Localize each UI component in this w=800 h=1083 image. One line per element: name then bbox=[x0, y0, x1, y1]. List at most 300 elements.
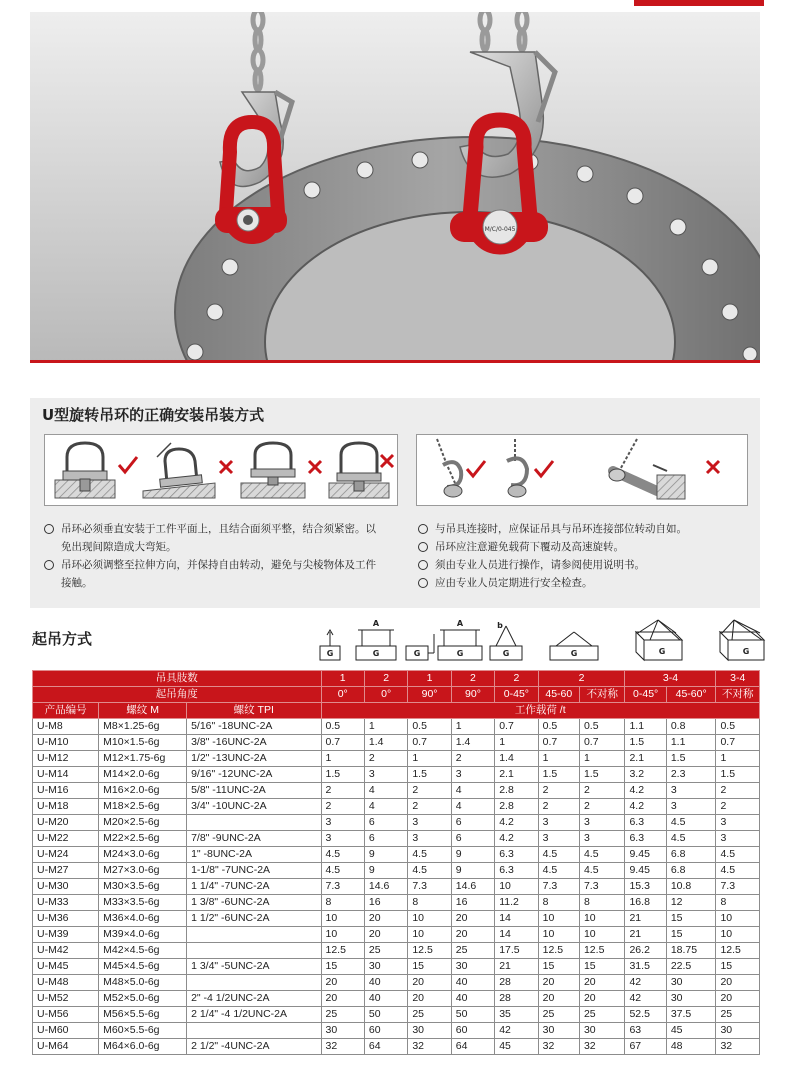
svg-text:G: G bbox=[570, 649, 578, 658]
model-cell: U-M16 bbox=[33, 783, 99, 799]
load-cell: 4.5 bbox=[666, 831, 716, 847]
load-cell: 40 bbox=[451, 975, 494, 991]
note-item: 与吊具连接时，应保证吊具与吊环连接部位转动自如。 bbox=[418, 520, 748, 538]
thread-cell: M60×5.5-6g bbox=[99, 1023, 187, 1039]
load-cell: 3 bbox=[364, 767, 407, 783]
tpi-cell: 3/8" -16UNC-2A bbox=[187, 735, 321, 751]
load-cell: 4.2 bbox=[625, 783, 666, 799]
load-cell: 3 bbox=[716, 831, 760, 847]
hero-image bbox=[30, 12, 760, 362]
svg-text:G: G bbox=[413, 649, 421, 658]
load-cell: 1.5 bbox=[408, 767, 451, 783]
load-cell: 1.5 bbox=[538, 767, 579, 783]
check-icon bbox=[467, 461, 485, 476]
load-cell: 2.3 bbox=[666, 767, 716, 783]
load-cell: 6.3 bbox=[625, 831, 666, 847]
thread-cell: M56×5.5-6g bbox=[99, 1007, 187, 1023]
hero-divider bbox=[30, 360, 760, 363]
note-item: 吊环应注意避免载荷下覆动及高速旋转。 bbox=[418, 538, 748, 556]
thread-cell: M48×5.0-6g bbox=[99, 975, 187, 991]
load-cell: 4.5 bbox=[579, 863, 625, 879]
lift-diagram-2-leg-horizontal bbox=[438, 619, 482, 660]
load-cell: 1 bbox=[538, 751, 579, 767]
load-cell: 3 bbox=[321, 831, 364, 847]
load-cell: 0.7 bbox=[408, 735, 451, 751]
model-cell: U-M20 bbox=[33, 815, 99, 831]
load-cell: 4 bbox=[364, 783, 407, 799]
column-header-row bbox=[33, 703, 760, 719]
load-cell: 15 bbox=[716, 959, 760, 975]
model-cell: U-M10 bbox=[33, 735, 99, 751]
load-cell: 2.8 bbox=[495, 799, 538, 815]
load-cell: 52.5 bbox=[625, 1007, 666, 1023]
model-cell: U-M52 bbox=[33, 991, 99, 1007]
load-cell: 2 bbox=[579, 799, 625, 815]
load-cell: 25 bbox=[451, 943, 494, 959]
load-cell: 4 bbox=[364, 799, 407, 815]
load-cell: 15 bbox=[579, 959, 625, 975]
load-cell: 16.8 bbox=[625, 895, 666, 911]
load-cell: 20 bbox=[538, 991, 579, 1007]
load-cell: 6 bbox=[364, 815, 407, 831]
load-header: 工作载荷 /t bbox=[321, 703, 760, 719]
load-cell: 4.5 bbox=[538, 863, 579, 879]
tpi-cell: 1 1/4" -7UNC-2A bbox=[187, 879, 321, 895]
load-cell: 10 bbox=[538, 927, 579, 943]
installation-title: U型旋转吊环的正确安装吊装方式 bbox=[42, 406, 265, 424]
thread-cell: M39×4.0-6g bbox=[99, 927, 187, 943]
load-cell: 0.8 bbox=[666, 719, 716, 735]
svg-text:G: G bbox=[326, 649, 334, 658]
load-cell: 2 bbox=[321, 783, 364, 799]
load-cell: 21 bbox=[625, 927, 666, 943]
legs-label: 吊具肢数 bbox=[33, 671, 322, 687]
load-cell: 18.75 bbox=[666, 943, 716, 959]
load-cell: 30 bbox=[408, 1023, 451, 1039]
thread-cell: M42×4.5-6g bbox=[99, 943, 187, 959]
load-cell: 4.5 bbox=[538, 847, 579, 863]
mount-correct-diagram bbox=[55, 443, 137, 498]
col-thread-header: 螺纹 M bbox=[99, 703, 187, 719]
load-cell: 3.2 bbox=[625, 767, 666, 783]
load-cell: 9 bbox=[451, 847, 494, 863]
tpi-cell: 2 1/2" -4UNC-2A bbox=[187, 1039, 321, 1055]
load-cell: 10 bbox=[579, 911, 625, 927]
load-cell: 6 bbox=[364, 831, 407, 847]
svg-text:G: G bbox=[456, 649, 464, 658]
note-item: 须由专业人员进行操作，请参阅使用说明书。 bbox=[418, 556, 748, 574]
load-cell: 3 bbox=[538, 815, 579, 831]
tpi-cell: 9/16" -12UNC-2A bbox=[187, 767, 321, 783]
tpi-cell: 2 1/4" -4 1/2UNC-2A bbox=[187, 1007, 321, 1023]
table-row bbox=[33, 991, 760, 1007]
model-cell: U-M27 bbox=[33, 863, 99, 879]
load-cell: 20 bbox=[408, 975, 451, 991]
brand-corner-mark bbox=[634, 0, 764, 6]
load-cell: 20 bbox=[321, 991, 364, 1007]
load-cell: 1.4 bbox=[364, 735, 407, 751]
load-cell: 10 bbox=[495, 879, 538, 895]
load-cell: 2 bbox=[364, 751, 407, 767]
load-cell: 40 bbox=[364, 975, 407, 991]
load-cell: 40 bbox=[451, 991, 494, 1007]
lift-diagram-2-leg-vertical bbox=[356, 619, 396, 660]
load-cell: 10 bbox=[716, 927, 760, 943]
model-cell: U-M64 bbox=[33, 1039, 99, 1055]
load-cell: 9.45 bbox=[625, 863, 666, 879]
table-row bbox=[33, 911, 760, 927]
load-cell: 22.5 bbox=[666, 959, 716, 975]
svg-text:b: b bbox=[497, 621, 503, 630]
load-cell: 25 bbox=[321, 1007, 364, 1023]
load-cell: 4 bbox=[451, 783, 494, 799]
tpi-cell: 7/8" -9UNC-2A bbox=[187, 831, 321, 847]
load-cell: 48 bbox=[666, 1039, 716, 1055]
load-cell: 14 bbox=[495, 911, 538, 927]
thread-cell: M8×1.25-6g bbox=[99, 719, 187, 735]
load-cell: 9 bbox=[364, 847, 407, 863]
load-cell: 8 bbox=[538, 895, 579, 911]
load-cell: 25 bbox=[579, 1007, 625, 1023]
load-cell: 50 bbox=[364, 1007, 407, 1023]
load-cell: 3 bbox=[451, 767, 494, 783]
tpi-cell: 1 3/4" -5UNC-2A bbox=[187, 959, 321, 975]
load-cell: 6.8 bbox=[666, 847, 716, 863]
table-row bbox=[33, 879, 760, 895]
model-cell: U-M42 bbox=[33, 943, 99, 959]
tpi-cell: 5/8" -11UNC-2A bbox=[187, 783, 321, 799]
load-cell: 2 bbox=[408, 799, 451, 815]
load-cell: 0.7 bbox=[321, 735, 364, 751]
table-row bbox=[33, 1039, 760, 1055]
model-cell: U-M12 bbox=[33, 751, 99, 767]
rigging-correct-diagram-2 bbox=[507, 439, 553, 497]
svg-text:G: G bbox=[742, 647, 750, 656]
load-cell: 25 bbox=[716, 1007, 760, 1023]
load-cell: 14.6 bbox=[364, 879, 407, 895]
cross-icon bbox=[707, 461, 719, 473]
rigging-correct-diagram-1 bbox=[437, 439, 485, 497]
table-row bbox=[33, 1007, 760, 1023]
load-cell: 15 bbox=[408, 959, 451, 975]
load-cell: 7.3 bbox=[716, 879, 760, 895]
load-cell: 8 bbox=[321, 895, 364, 911]
table-row bbox=[33, 767, 760, 783]
table-row bbox=[33, 831, 760, 847]
load-cell: 12 bbox=[666, 895, 716, 911]
model-cell: U-M60 bbox=[33, 1023, 99, 1039]
thread-cell: M36×4.0-6g bbox=[99, 911, 187, 927]
notes-right bbox=[418, 520, 748, 592]
thread-cell: M12×1.75-6g bbox=[99, 751, 187, 767]
load-cell: 42 bbox=[625, 975, 666, 991]
bullet-icon bbox=[44, 524, 54, 534]
load-cell: 3 bbox=[321, 815, 364, 831]
load-cell: 3 bbox=[408, 831, 451, 847]
note-item: 应由专业人员定期进行安全检查。 bbox=[418, 574, 748, 592]
load-cell: 1 bbox=[408, 751, 451, 767]
load-cell: 2 bbox=[579, 783, 625, 799]
load-cell: 17.5 bbox=[495, 943, 538, 959]
load-cell: 10 bbox=[408, 927, 451, 943]
table-row bbox=[33, 847, 760, 863]
model-cell: U-M33 bbox=[33, 895, 99, 911]
thread-cell: M22×2.5-6g bbox=[99, 831, 187, 847]
load-cell: 10.8 bbox=[666, 879, 716, 895]
notes-left bbox=[44, 520, 384, 592]
load-cell: 6 bbox=[451, 815, 494, 831]
tpi-cell: 1/2" -13UNC-2A bbox=[187, 751, 321, 767]
load-cell: 15 bbox=[321, 959, 364, 975]
load-cell: 1 bbox=[716, 751, 760, 767]
tpi-cell: 1 1/2" -6UNC-2A bbox=[187, 911, 321, 927]
angle-row: 起吊角度 0° 0° 90° 90° 0-45° 45-60 不对称 0-45° 45-60° 不对称 bbox=[33, 687, 760, 703]
load-cell: 12.5 bbox=[579, 943, 625, 959]
lift-diagram-1-leg-horizontal bbox=[406, 634, 434, 660]
load-cell: 40 bbox=[364, 991, 407, 1007]
load-cell: 25 bbox=[408, 1007, 451, 1023]
load-cell: 7.3 bbox=[408, 879, 451, 895]
table-row bbox=[33, 927, 760, 943]
load-cell: 10 bbox=[321, 927, 364, 943]
installation-section bbox=[30, 398, 760, 608]
load-cell: 10 bbox=[579, 927, 625, 943]
load-cell: 10 bbox=[321, 911, 364, 927]
model-cell: U-M45 bbox=[33, 959, 99, 975]
load-cell: 15 bbox=[666, 927, 716, 943]
load-cell: 9.45 bbox=[625, 847, 666, 863]
load-cell: 32 bbox=[716, 1039, 760, 1055]
tpi-cell bbox=[187, 1023, 321, 1039]
load-cell: 30 bbox=[666, 991, 716, 1007]
tpi-cell: 2" -4 1/2UNC-2A bbox=[187, 991, 321, 1007]
table-row bbox=[33, 863, 760, 879]
load-cell: 4.5 bbox=[408, 863, 451, 879]
model-cell: U-M8 bbox=[33, 719, 99, 735]
load-cell: 4.5 bbox=[408, 847, 451, 863]
table-row bbox=[33, 959, 760, 975]
load-cell: 64 bbox=[451, 1039, 494, 1055]
table-row bbox=[33, 783, 760, 799]
load-cell: 20 bbox=[716, 991, 760, 1007]
load-cell: 11.2 bbox=[495, 895, 538, 911]
load-cell: 28 bbox=[495, 991, 538, 1007]
load-cell: 3 bbox=[579, 815, 625, 831]
load-cell: 1.5 bbox=[716, 767, 760, 783]
load-cell: 1 bbox=[321, 751, 364, 767]
load-cell: 20 bbox=[321, 975, 364, 991]
table-row bbox=[33, 943, 760, 959]
load-cell: 25 bbox=[364, 943, 407, 959]
load-cell: 20 bbox=[364, 927, 407, 943]
load-cell: 42 bbox=[495, 1023, 538, 1039]
load-cell: 15 bbox=[666, 911, 716, 927]
load-cell: 2 bbox=[321, 799, 364, 815]
load-cell: 26.2 bbox=[625, 943, 666, 959]
load-cell: 20 bbox=[579, 975, 625, 991]
col-tpi-header: 螺纹 TPI bbox=[187, 703, 321, 719]
load-cell: 0.7 bbox=[579, 735, 625, 751]
bullet-icon bbox=[418, 560, 428, 570]
bullet-icon bbox=[418, 542, 428, 552]
load-cell: 30 bbox=[666, 975, 716, 991]
load-cell: 67 bbox=[625, 1039, 666, 1055]
model-cell: U-M56 bbox=[33, 1007, 99, 1023]
thread-cell: M45×4.5-6g bbox=[99, 959, 187, 975]
load-cell: 32 bbox=[321, 1039, 364, 1055]
load-cell: 20 bbox=[408, 991, 451, 1007]
thread-cell: M52×5.0-6g bbox=[99, 991, 187, 1007]
table-row bbox=[33, 719, 760, 735]
cross-icon bbox=[381, 455, 393, 467]
col-model-header: 产品编号 bbox=[33, 703, 99, 719]
rigging-diagram-panel bbox=[416, 434, 748, 506]
angle-label: 起吊角度 bbox=[33, 687, 322, 703]
tpi-cell: 3/4" -10UNC-2A bbox=[187, 799, 321, 815]
bullet-icon bbox=[418, 524, 428, 534]
load-cell: 1.5 bbox=[625, 735, 666, 751]
load-cell: 1.5 bbox=[666, 751, 716, 767]
tpi-cell bbox=[187, 943, 321, 959]
load-cell: 30 bbox=[321, 1023, 364, 1039]
load-cell: 32 bbox=[579, 1039, 625, 1055]
mounting-diagram-panel bbox=[44, 434, 398, 506]
load-cell: 4.5 bbox=[321, 847, 364, 863]
thread-cell: M27×3.0-6g bbox=[99, 863, 187, 879]
load-cell: 6.8 bbox=[666, 863, 716, 879]
load-cell: 28 bbox=[495, 975, 538, 991]
load-cell: 63 bbox=[625, 1023, 666, 1039]
table-row bbox=[33, 735, 760, 751]
load-cell: 0.5 bbox=[579, 719, 625, 735]
thread-cell: M64×6.0-6g bbox=[99, 1039, 187, 1055]
thread-cell: M16×2.0-6g bbox=[99, 783, 187, 799]
mount-wrong-diagram-3 bbox=[329, 443, 393, 498]
load-cell: 0.5 bbox=[716, 719, 760, 735]
load-cell: 50 bbox=[451, 1007, 494, 1023]
load-cell: 3 bbox=[666, 783, 716, 799]
load-cell: 4.5 bbox=[666, 815, 716, 831]
load-cell: 30 bbox=[579, 1023, 625, 1039]
load-cell: 1.4 bbox=[495, 751, 538, 767]
load-cell: 7.3 bbox=[321, 879, 364, 895]
thread-cell: M14×2.0-6g bbox=[99, 767, 187, 783]
load-cell: 10 bbox=[538, 911, 579, 927]
load-cell: 64 bbox=[364, 1039, 407, 1055]
load-cell: 2 bbox=[538, 799, 579, 815]
load-cell: 12.5 bbox=[321, 943, 364, 959]
load-cell: 9 bbox=[364, 863, 407, 879]
model-cell: U-M18 bbox=[33, 799, 99, 815]
load-cell: 16 bbox=[364, 895, 407, 911]
load-cell: 32 bbox=[408, 1039, 451, 1055]
model-cell: U-M22 bbox=[33, 831, 99, 847]
load-cell: 0.7 bbox=[495, 719, 538, 735]
table-row bbox=[33, 799, 760, 815]
model-cell: U-M14 bbox=[33, 767, 99, 783]
model-cell: U-M36 bbox=[33, 911, 99, 927]
thread-cell: M10×1.5-6g bbox=[99, 735, 187, 751]
legs-row: 吊具肢数 1 2 1 2 2 2 3-4 3-4 bbox=[33, 671, 760, 687]
load-cell: 2 bbox=[716, 799, 760, 815]
load-cell: 3 bbox=[579, 831, 625, 847]
load-cell: 31.5 bbox=[625, 959, 666, 975]
svg-text:A: A bbox=[456, 619, 464, 628]
tpi-cell: 1-1/8" -7UNC-2A bbox=[187, 863, 321, 879]
load-cell: 21 bbox=[625, 911, 666, 927]
load-cell: 1.5 bbox=[579, 767, 625, 783]
table-row bbox=[33, 1023, 760, 1039]
thread-cell: M24×3.0-6g bbox=[99, 847, 187, 863]
load-cell: 14.6 bbox=[451, 879, 494, 895]
load-cell: 3 bbox=[408, 815, 451, 831]
load-cell: 1.4 bbox=[451, 735, 494, 751]
model-cell: U-M30 bbox=[33, 879, 99, 895]
load-cell: 4.5 bbox=[321, 863, 364, 879]
load-cell: 12.5 bbox=[716, 943, 760, 959]
note-item: 吊环必须调整至拉伸方向，并保持自由转动，避免与尖棱物体及工件接触。 bbox=[44, 556, 384, 592]
load-cell: 30 bbox=[538, 1023, 579, 1039]
load-cell: 4.2 bbox=[495, 831, 538, 847]
load-cell: 1 bbox=[451, 719, 494, 735]
load-cell: 2 bbox=[716, 783, 760, 799]
load-cell: 1 bbox=[364, 719, 407, 735]
load-cell: 3 bbox=[716, 815, 760, 831]
load-cell: 6.3 bbox=[625, 815, 666, 831]
svg-text:G: G bbox=[372, 649, 380, 658]
load-cell: 37.5 bbox=[666, 1007, 716, 1023]
load-cell: 6 bbox=[451, 831, 494, 847]
table-row bbox=[33, 975, 760, 991]
load-cell: 7.3 bbox=[579, 879, 625, 895]
load-cell: 12.5 bbox=[538, 943, 579, 959]
load-cell: 42 bbox=[625, 991, 666, 1007]
model-cell: U-M39 bbox=[33, 927, 99, 943]
load-cell: 1 bbox=[495, 735, 538, 751]
tpi-cell: 5/16" -18UNC-2A bbox=[187, 719, 321, 735]
thread-cell: M30×3.5-6g bbox=[99, 879, 187, 895]
thread-cell: M18×2.5-6g bbox=[99, 799, 187, 815]
tpi-cell bbox=[187, 975, 321, 991]
load-cell: 45 bbox=[495, 1039, 538, 1055]
mount-wrong-diagram-2 bbox=[241, 443, 321, 498]
shackle-marking: M/C/0-045 bbox=[484, 226, 516, 233]
load-cell: 12.5 bbox=[408, 943, 451, 959]
load-cell: 3 bbox=[538, 831, 579, 847]
load-cell: 7.3 bbox=[538, 879, 579, 895]
load-cell: 21 bbox=[495, 959, 538, 975]
load-cell: 0.5 bbox=[408, 719, 451, 735]
lifting-title: 起吊方式 bbox=[32, 630, 93, 648]
svg-text:G: G bbox=[502, 649, 510, 658]
load-cell: 20 bbox=[716, 975, 760, 991]
load-cell: 8 bbox=[579, 895, 625, 911]
load-cell: 4.2 bbox=[625, 799, 666, 815]
load-cell: 10 bbox=[408, 911, 451, 927]
lift-diagram-multi-leg-asymmetric bbox=[720, 620, 764, 660]
table-row bbox=[33, 895, 760, 911]
load-cell: 6.3 bbox=[495, 863, 538, 879]
load-cell: 2 bbox=[538, 783, 579, 799]
rigging-correct-diagram-3 bbox=[609, 439, 719, 499]
mount-wrong-diagram-1 bbox=[143, 443, 232, 498]
load-cell: 14 bbox=[495, 927, 538, 943]
load-cell: 9 bbox=[451, 863, 494, 879]
load-cell: 6.3 bbox=[495, 847, 538, 863]
load-cell: 4.5 bbox=[716, 863, 760, 879]
load-cell: 30 bbox=[451, 959, 494, 975]
load-cell: 32 bbox=[538, 1039, 579, 1055]
